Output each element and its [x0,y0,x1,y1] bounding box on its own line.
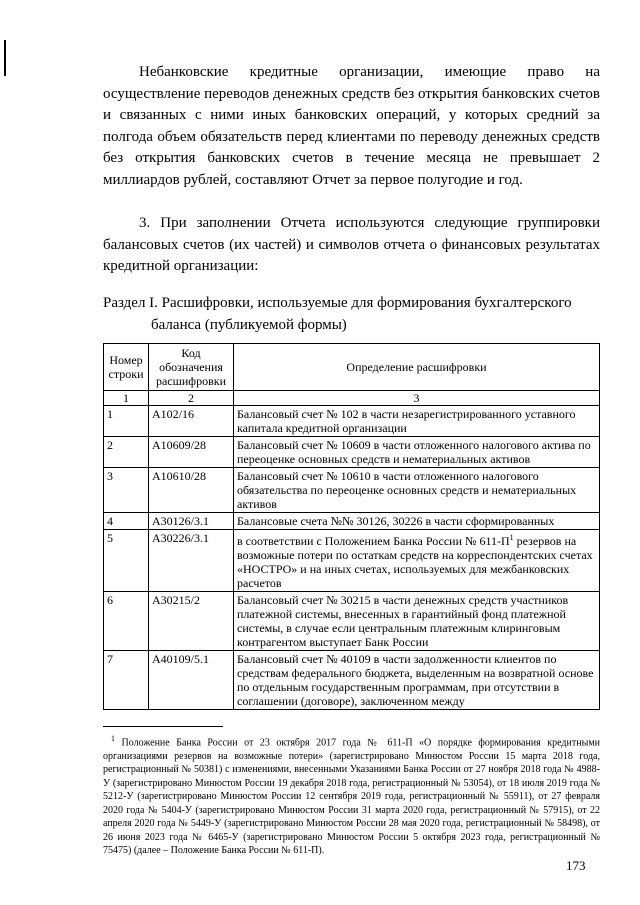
definition-text-pre: в соответствии с Положением Банка России № 611-П [237,534,510,548]
header-row-number: Номер строки [104,344,149,391]
row-number: 7 [104,651,149,710]
table-row [104,468,600,513]
row-definition: Балансовый счет № 102 в части незарегистрированного уставного капитала кредитной организации [234,406,600,437]
header-definition: Определение расшифровки [234,344,600,391]
paragraph-nonbank-orgs: Небанковские кредитные организации, имеющие право на осуществление переводов денежных средств без открытия банковских счетов и связанных с ними иных банковских операций, у которых средний за полгода объем обязательств перед клиентами по переводу денежных средств без открытия банковских счетов в течение месяца не превышает 2 миллиардов рублей, составляют Отчет за первое полугодие и год. [103,64,600,188]
row-code: А102/16 [149,406,234,437]
row-definition: Балансовый счет № 30215 в части денежных средств участников платежной системы, внесенных в гарантийный фонд платежной системы, в случае если центральным платежным клиринговым контрагентом выступает Банк России [234,592,600,651]
table-row [104,651,600,710]
footnote-ref: 1 [509,533,514,542]
section-heading [103,293,600,336]
margin-mark [4,40,6,76]
footnote [103,732,600,858]
table-row [104,530,600,592]
row-definition: Балансовые счета №№ 30126, 30226 в части сформированных [234,513,600,530]
row-number: 4 [104,513,149,530]
footnote-text: Положение Банка России от 23 октября 2017 года № 611-П «О порядке формирования кредитными организациями резервов на возможные потери» (зарегистрировано Минюстом России 15 марта 2018 года, регистрационный № 50381) с изменениями, внесенными Указаниями Банка России от 27 ноября 2018 года № 4988-У (зарегистрировано Минюстом России 19 декабря 2018 года, регистрационный № 53054), от 18 июля 2019 года № 5212-У (зарегистрировано Минюстом России 12 сентября 2019 года, регистрационный № 55911), от 27 февраля 2020 года № 5404-У (зарегистрировано Минюстом России 31 марта 2020 года, регистрационный № 57915), от 22 апреля 2020 года № 5449-У (зарегистрировано Минюстом России 28 мая 2020 года, регистрационный № 58498), от 26 июня 2023 года № 6465-У (зарегистрировано Минюстом России 5 октября 2023 года, регистрационный № 75475) (далее – Положение Банка России № 611-П). [103,737,600,857]
row-code: А10610/28 [149,468,234,513]
row-definition: Балансовый счет № 40109 в части задолженности клиентов по средствам федерального бюджета, выделенным на возвратной основе по отдельным государственным программам, при отсутствии в соглашении (договоре), заключенном между [234,651,600,710]
row-number: 2 [104,437,149,468]
row-number: 3 [104,468,149,513]
table-row [104,406,600,437]
row-code: А10609/28 [149,437,234,468]
colnum-3: 3 [234,391,600,406]
page-number: 173 [566,858,586,873]
table-row [104,513,600,530]
row-code: А30126/3.1 [149,513,234,530]
table-row [104,592,600,651]
decoding-table [103,343,600,710]
footnote-mark: 1 [111,734,115,743]
row-code: А30215/2 [149,592,234,651]
footnote-divider [103,726,223,727]
row-definition: Балансовый счет № 10610 в части отложенного налогового обязательства по переоценке основных средств и нематериальных активов [234,468,600,513]
section-heading-line1: Раздел I. Расшифровки, используемые для формирования бухгалтерского [103,295,572,311]
section-heading-line2: баланса (публикуемой формы) [151,316,347,333]
row-definition: Балансовый счет № 10609 в части отложенного налогового актива по переоценке основных средств и нематериальных активов [234,437,600,468]
definition-text-post: резервов на возможные потери по остаткам средств на корреспондентских счетах «НОСТРО» и на иных счетах, используемых для межбанковских расчетов [237,534,593,590]
colnum-1: 1 [104,391,149,406]
row-number: 5 [104,530,149,592]
table-colnum-row [104,391,600,406]
row-code: А40109/5.1 [149,651,234,710]
table-header-row [104,344,600,391]
header-code: Код обозначения расшифровки [149,344,234,391]
row-number: 1 [104,406,149,437]
colnum-2: 2 [149,391,234,406]
row-code: А30226/3.1 [149,530,234,592]
paragraph-item-3: 3. При заполнении Отчета используются следующие группировки балансовых счетов (их частей) и символов отчета о финансовых результатах кредитной организации: [103,215,600,274]
table-row [104,437,600,468]
row-number: 6 [104,592,149,651]
row-definition [234,530,600,592]
